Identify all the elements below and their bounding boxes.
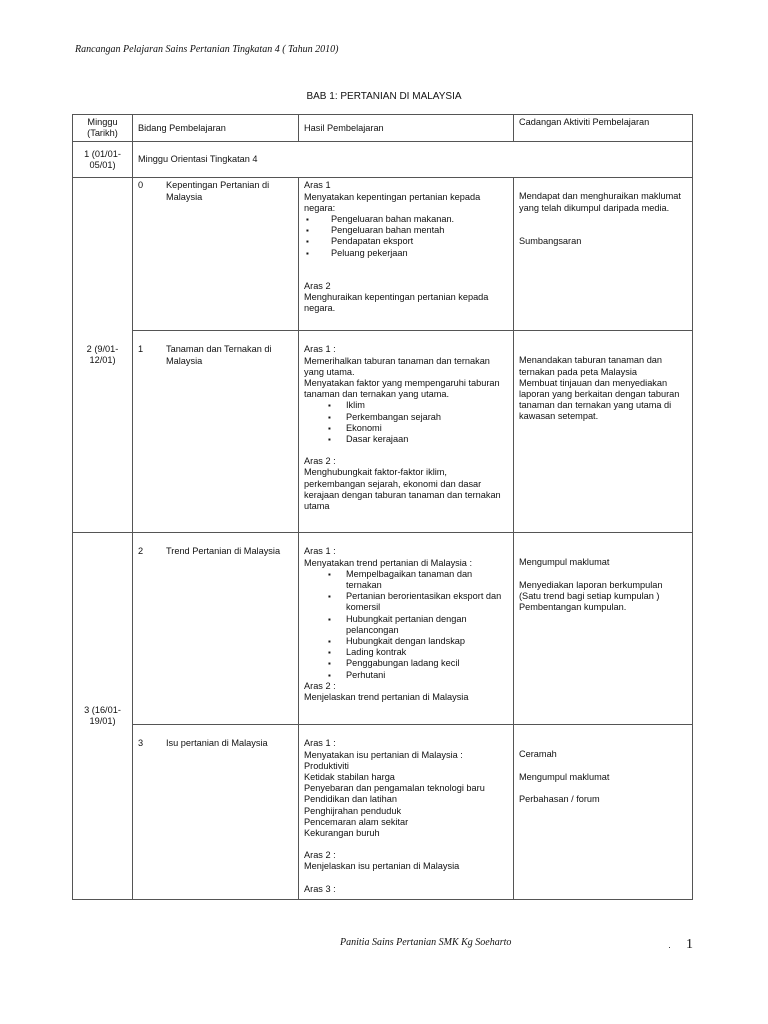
list-item: ▪ Pendapatan eksport	[304, 236, 508, 247]
chapter-title: BAB 1: PERTANIAN DI MALAYSIA	[306, 91, 462, 102]
aras1-text: Menyatakan trend pertanian di Malaysia :	[304, 557, 473, 568]
issue-line: Ketidak stabilan harga	[304, 772, 395, 783]
minggu-cell: 3 (16/01-19/01)	[73, 533, 133, 900]
list-item: ▪ Hubungkait dengan landskap	[304, 636, 508, 647]
bidang-cell	[133, 533, 299, 725]
list-item: ▪ Mempelbagaikan tanaman dan ternakan	[304, 569, 508, 591]
list-item: ▪ Iklim	[304, 400, 508, 411]
col-hasil: Hasil Pembelajaran	[299, 115, 514, 142]
aras2-title: Aras 2 :	[304, 680, 336, 691]
table-header-row	[73, 115, 693, 142]
page-number: 1	[686, 937, 693, 952]
aras2-text: Menjelaskan trend pertanian di Malaysia	[304, 692, 469, 703]
minggu-cell: 1 (01/01-05/01)	[73, 142, 133, 178]
issue-line: Pendidikan dan latihan	[304, 794, 397, 805]
aras1-title: Aras 1	[304, 180, 331, 191]
cadangan-item: Mendapat dan menghuraikan maklumat yang telah dikumpul daripada media.	[519, 191, 681, 213]
col-cadangan: Cadangan Aktiviti Pembelajaran	[514, 115, 693, 142]
cadangan-item: Menandakan taburan tanaman dan ternakan pada peta Malaysia	[519, 355, 663, 377]
topic-number: 3	[138, 738, 144, 749]
minggu-cell: 2 (9/01-12/01)	[73, 178, 133, 533]
aras1-list	[304, 400, 508, 445]
table-row	[73, 725, 693, 900]
issue-line: Produktiviti	[304, 760, 349, 771]
list-item: ▪ Pengeluaran bahan mentah	[304, 225, 508, 236]
cadangan-item: Pembentangan kumpulan.	[519, 602, 627, 613]
aras1-text: Menyatakan isu pertanian di Malaysia :	[304, 749, 463, 760]
cadangan-item: Mengumpul maklumat	[519, 771, 610, 782]
bidang-cell	[133, 331, 299, 533]
aras2-text: Menghuraikan kepentingan pertanian kepada negara.	[304, 292, 489, 314]
aras1-text: Menyatakan kepentingan pertanian kepada negara:	[304, 191, 481, 213]
cadangan-item: Perbahasan / forum	[519, 793, 600, 804]
aras2-text: Menghubungkait faktor-faktor iklim, perkembangan sejarah, ekonomi dan dasar kerajaan dengan taburan tanaman dan ternakan utama	[304, 467, 501, 512]
topic-number: 0	[138, 180, 144, 191]
table-row-week1	[73, 142, 693, 178]
table-row	[73, 533, 693, 725]
list-item: ▪ Peluang pekerjaan	[304, 248, 508, 259]
issue-line: Penghijrahan penduduk	[304, 805, 402, 816]
col-bidang: Bidang Pembelajaran	[133, 115, 299, 142]
document-header: Rancangan Pelajaran Sains Pertanian Tingkatan 4 ( Tahun 2010)	[75, 44, 339, 55]
aras1-text: Memerihalkan taburan tanaman dan ternakan yang utama.	[304, 355, 490, 377]
bidang-cell	[133, 178, 299, 331]
hasil-cell	[299, 725, 514, 900]
orientation-text: Minggu Orientasi Tingkatan 4	[133, 142, 693, 178]
aras1-list	[304, 569, 508, 681]
cadangan-item: Ceramah	[519, 749, 557, 760]
aras2-title: Aras 2 :	[304, 456, 336, 467]
table-row	[73, 331, 693, 533]
col-minggu: Minggu (Tarikh)	[73, 115, 133, 142]
cadangan-item: Membuat tinjauan dan menyediakan laporan yang berkaitan dengan taburan tanaman dan ternakan yang utama di kawasan setempat.	[519, 377, 680, 422]
aras1-title: Aras 1 :	[304, 738, 336, 749]
aras2-title: Aras 2 :	[304, 850, 336, 861]
list-item: ▪ Hubungkait pertanian dengan pelancongan	[304, 614, 508, 636]
list-item: ▪ Ekonomi	[304, 423, 508, 434]
list-item: ▪ Pengeluaran bahan makanan.	[304, 214, 508, 225]
issue-line: Pencemaran alam sekitar	[304, 816, 409, 827]
topic-number: 2	[138, 546, 144, 557]
aras1-text2: Menyatakan faktor yang mempengaruhi taburan tanaman dan ternakan yang utama.	[304, 378, 500, 400]
list-item: ▪ Perkembangan sejarah	[304, 412, 508, 423]
list-item: ▪ Perhutani	[304, 670, 508, 681]
cadangan-cell	[514, 533, 693, 725]
aras3-title: Aras 3 :	[304, 883, 336, 894]
aras2-text: Menjelaskan isu pertanian di Malaysia	[304, 861, 460, 872]
cadangan-item: Mengumpul maklumat	[519, 557, 610, 568]
topic-title: Isu pertanian di Malaysia	[166, 738, 268, 749]
aras2-title: Aras 2	[304, 280, 331, 291]
footer-text: Panitia Sains Pertanian SMK Kg Soeharto	[340, 937, 512, 948]
cadangan-item: Sumbangsaran	[519, 235, 582, 246]
topic-number: 1	[138, 344, 144, 355]
hasil-cell	[299, 178, 514, 331]
cadangan-item: Menyediakan laporan berkumpulan (Satu trend bagi setiap kumpulan )	[519, 579, 663, 601]
hasil-cell	[299, 331, 514, 533]
hasil-cell	[299, 533, 514, 725]
list-item: ▪ Pertanian berorientasikan eksport dan komersil	[304, 591, 508, 613]
aras1-list	[304, 214, 508, 259]
list-item: ▪ Penggabungan ladang kecil	[304, 658, 508, 669]
lesson-plan-table	[72, 114, 693, 900]
list-item: ▪ Dasar kerajaan	[304, 434, 508, 445]
cadangan-cell	[514, 331, 693, 533]
aras1-title: Aras 1 :	[304, 344, 336, 355]
list-item: ▪ Lading kontrak	[304, 647, 508, 658]
issue-line: Kekurangan buruh	[304, 828, 380, 839]
topic-title: Trend Pertanian di Malaysia	[166, 546, 281, 557]
table-row	[73, 178, 693, 331]
topic-title: Kepentingan Pertanian di Malaysia	[166, 180, 270, 202]
issue-line: Penyebaran dan pengamalan teknologi baru	[304, 783, 485, 794]
footer-dot: ·	[668, 942, 671, 952]
aras1-title: Aras 1 :	[304, 546, 336, 557]
bidang-cell	[133, 725, 299, 900]
cadangan-cell	[514, 725, 693, 900]
cadangan-cell	[514, 178, 693, 331]
topic-title: Tanaman dan Ternakan di Malaysia	[166, 344, 272, 366]
